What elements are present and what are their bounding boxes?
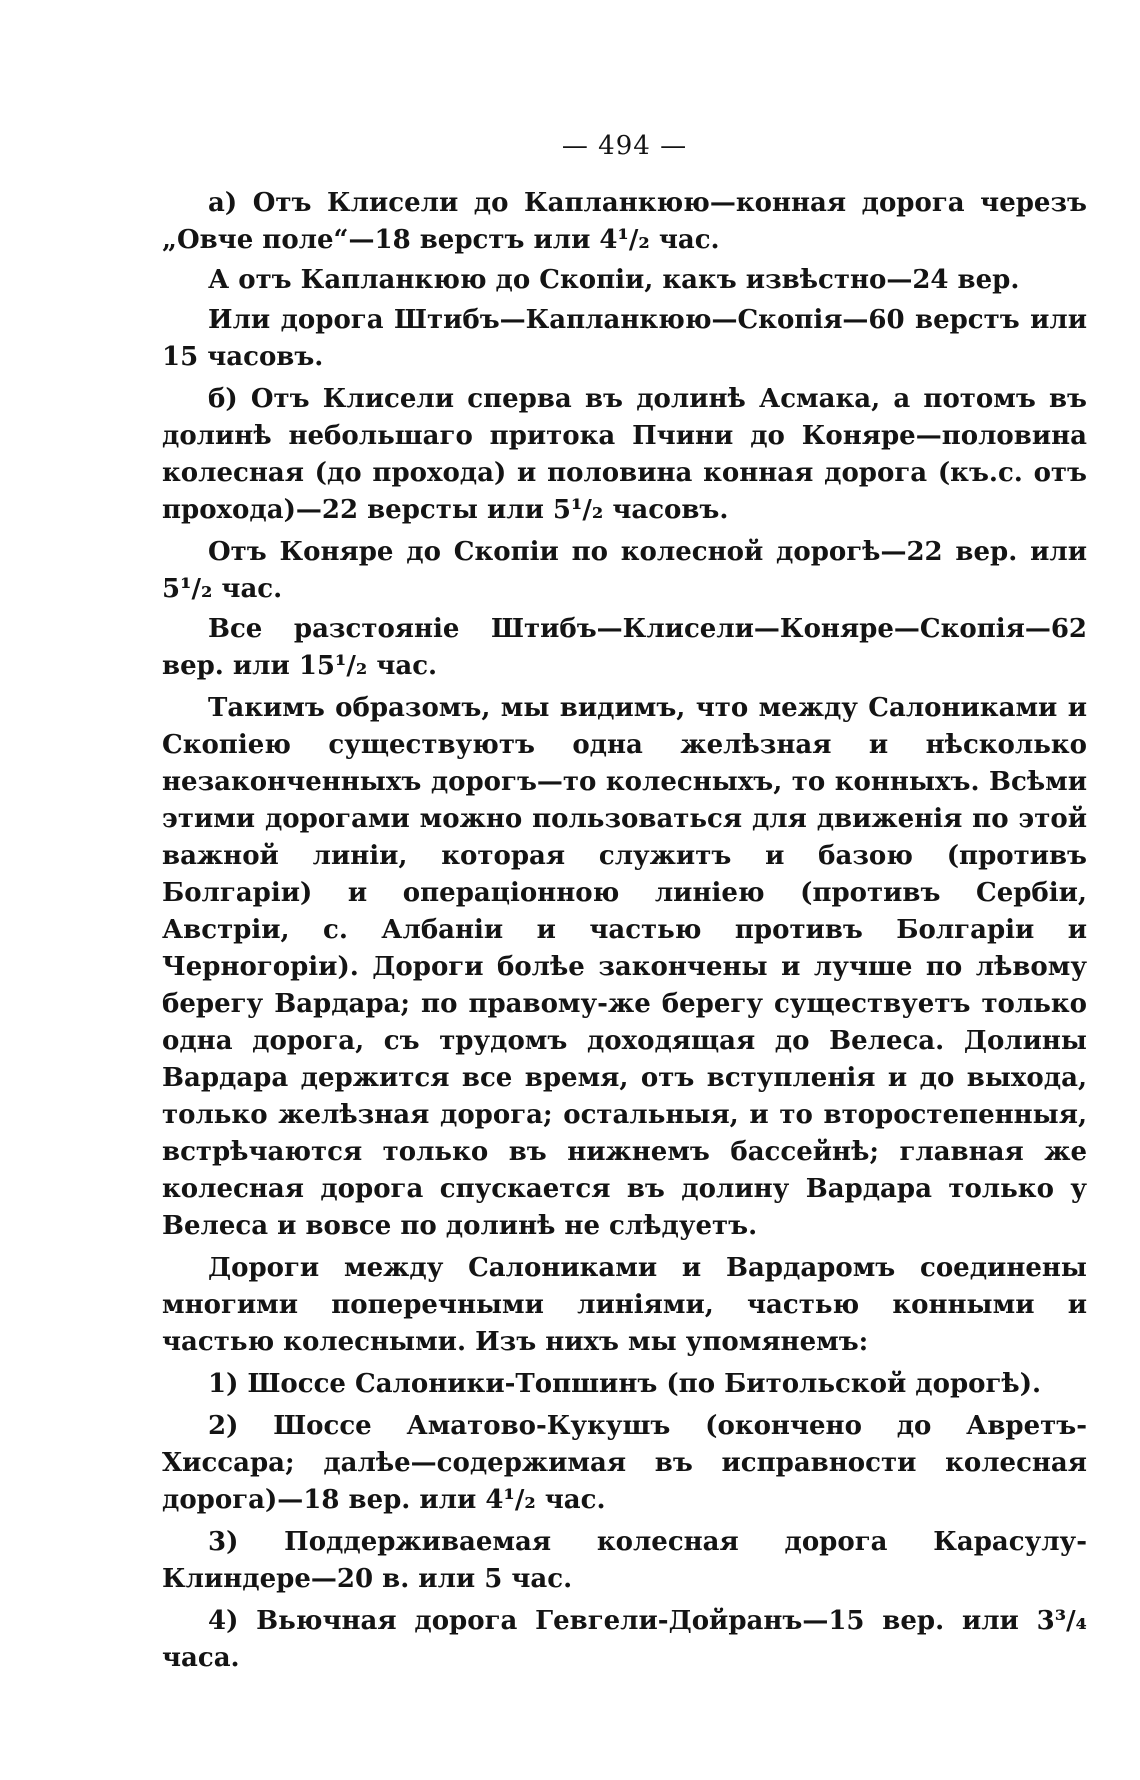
paragraph-summary: Такимъ образомъ, мы видимъ, что между Салониками и Скопіею существуютъ одна желѣзная и нѣсколько незаконченныхъ дорогъ—то колесныхъ, то конныхъ. Всѣми этими дорогами можно пользоваться для движенія по этой важной линіи, которая служитъ и базою (противъ Болгаріи) и операціонною линіею (противъ Сербіи, Австріи, с. Албаніи и частью противъ Болгаріи и Черногоріи). Дороги болѣе закончены и лучше по лѣвому берегу Вардара; по правому-же берегу существуетъ только одна дорога, съ трудомъ доходящая до Велеса. Долины Вардара держится все время, отъ вступленія и до выхода, только желѣзная дорога; остальныя, и то второстепенныя, встрѣчаются только въ нижнемъ бассейнѣ; главная же колесная дорога спускается въ долину Вардара только у Велеса и вовсе по долинѣ не слѣдуетъ. [162, 693, 1087, 1241]
paragraph-kaplankyu-skopje: А отъ Капланкюю до Скопіи, какъ извѣстно—24 вер. [208, 265, 1020, 295]
paragraph-konyare-skopje: Отъ Коняре до Скопіи по колесной дорогѣ—22 вер. или 5¹/₂ час. [162, 537, 1087, 604]
page-number: — 494 — [561, 131, 688, 161]
paragraph-route-a: а) Отъ Клисели до Капланкюю—конная дорога черезъ „Овче поле“—18 верстъ или 4¹/₂ час. [162, 188, 1087, 255]
list-item: 4) Вьючная дорога Гевгели-Дойранъ—15 вер. или 3³/₄ часа. [162, 1606, 1087, 1673]
list-item: 2) Шоссе Аматово-Кукушъ (окончено до Авретъ-Хиссара; далѣе—содержимая въ исправности колесная дорога)—18 вер. или 4¹/₂ час. [162, 1411, 1087, 1515]
paragraph-cross-lines: Дороги между Салониками и Вардаромъ соединены многими поперечными линіями, частью конными и частью колесными. Изъ нихъ мы упомянемъ: [162, 1253, 1087, 1357]
paragraph-route-b: б) Отъ Клисели сперва въ долинѣ Асмака, а потомъ въ долинѣ небольшаго притока Пчини до Коняре—половина колесная (до прохода) и половина конная дорога (къ.с. отъ прохода)—22 версты или 5¹/₂ часовъ. [162, 384, 1087, 525]
road-list [162, 1366, 1087, 1677]
list-item: 3) Поддерживаемая колесная дорога Карасулу-Клиндере—20 в. или 5 час. [162, 1527, 1087, 1594]
list-item: 1) Шоссе Салоники-Топшинъ (по Битольской дорогѣ). [208, 1369, 1042, 1399]
paragraph-shtib-route-total: Или дорога Штибъ—Капланкюю—Скопія—60 верстъ или 15 часовъ. [162, 305, 1087, 372]
document-page [162, 128, 1087, 1682]
paragraph-total-distance: Все разстояніе Штибъ—Клисели—Коняре—Скопія—62 вер. или 15¹/₂ час. [162, 614, 1087, 681]
